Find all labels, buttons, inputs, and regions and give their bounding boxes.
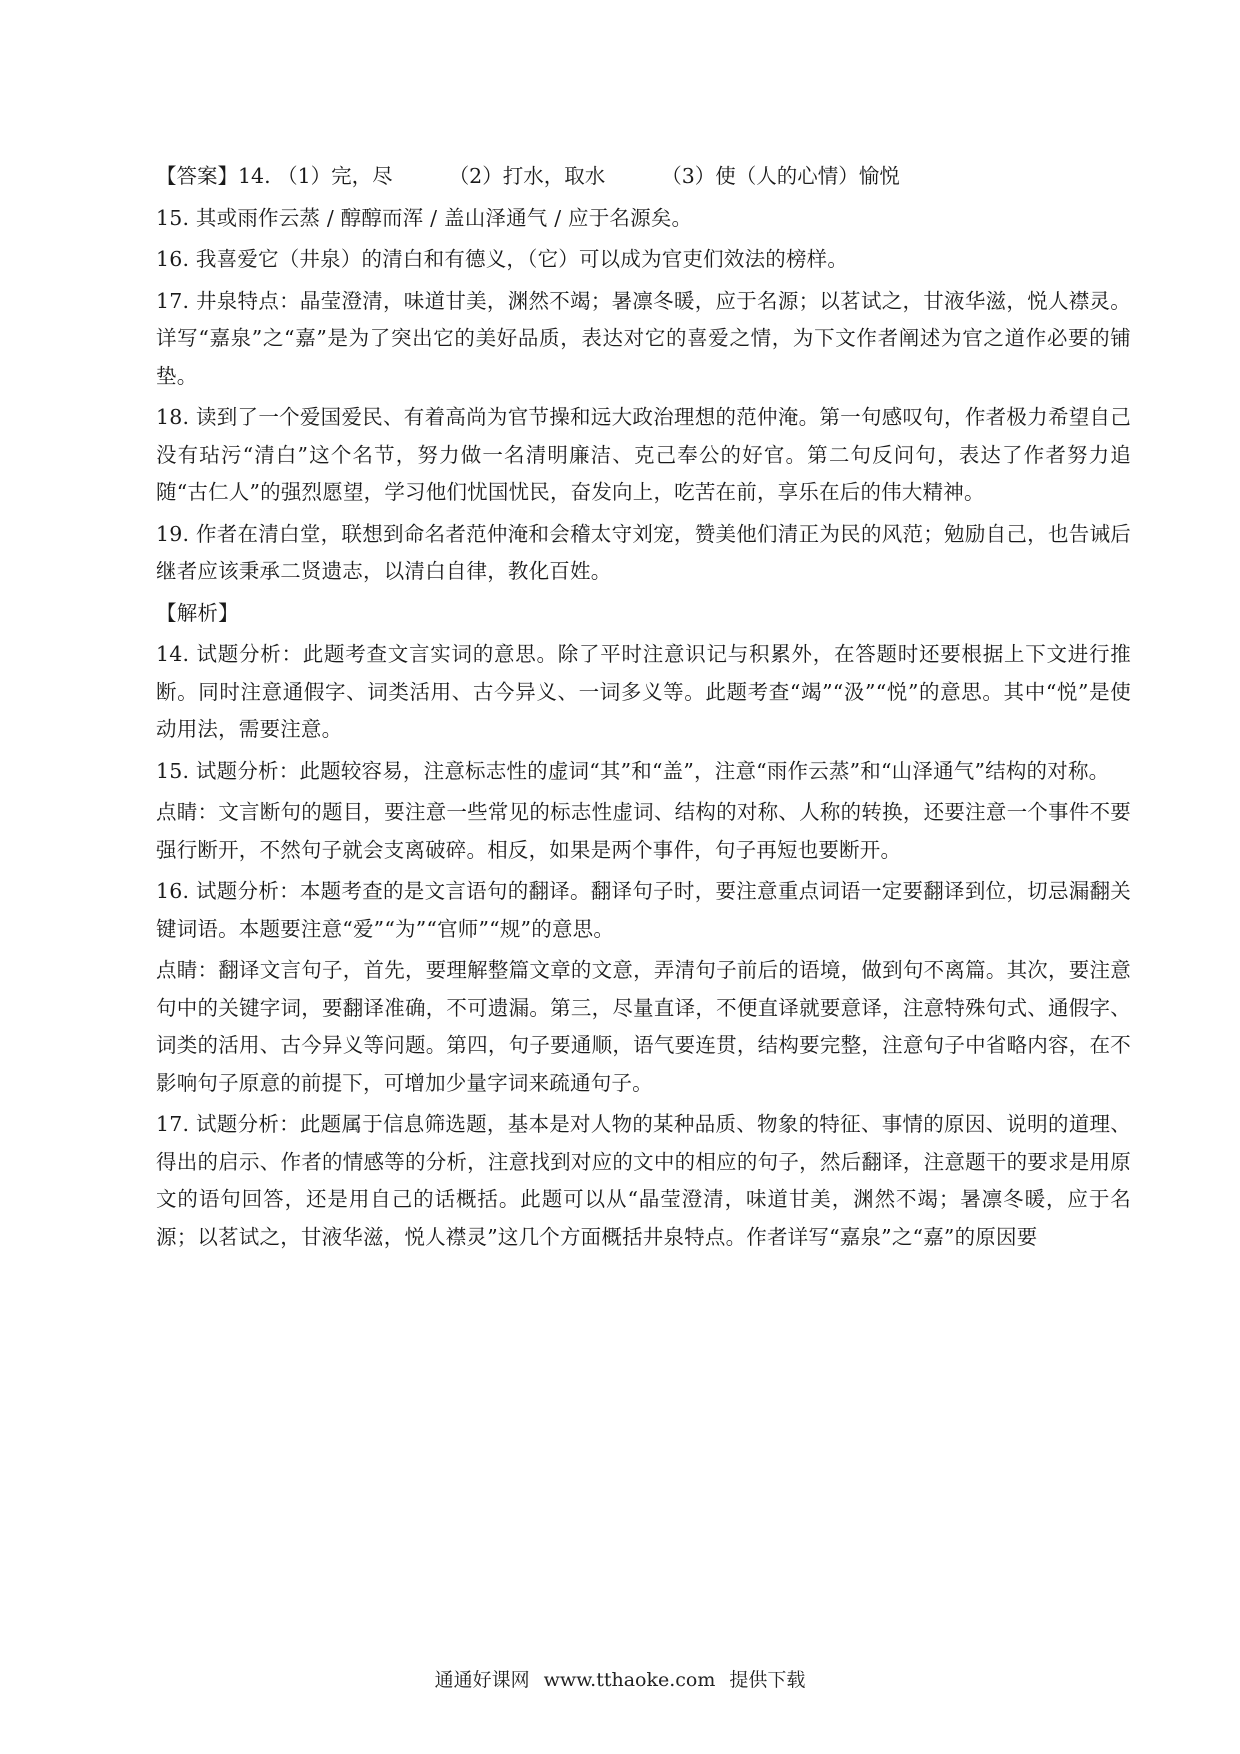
document-body bbox=[156, 158, 1131, 1260]
answer-14-part-2: （2）打水，取水 bbox=[448, 164, 606, 188]
answer-14-part-1: （1）完，尽 bbox=[277, 164, 393, 188]
page-footer bbox=[0, 1668, 1240, 1692]
answer-16: 16. 我喜爱它（井泉）的清白和有德义，（它）可以成为官吏们效法的榜样。 bbox=[156, 247, 849, 271]
analysis-15: 15. 试题分析：此题较容易，注意标志性的虚词“其”和“盖”，注意“雨作云蒸”和“山泽通气”结构的对称。 bbox=[156, 758, 1110, 783]
analysis-heading: 【解析】 bbox=[156, 600, 239, 625]
footer-site-name: 通通好课网 bbox=[434, 1669, 530, 1691]
answer-18: 18. 读到了一个爱国爱民、有着高尚为官节操和远大政治理想的范仲淹。第一句感叹句，作者极力希望自己没有玷污“清白”这个名节，努力做一名清明廉洁、克己奉公的好官。第二句反问句，表达了作者努力追随“古仁人”的强烈愿望，学习他们忧国忧民，奋发向上，吃苦在前，享乐在后的伟大精神。 bbox=[156, 405, 1131, 504]
answer-17: 17. 井泉特点：晶莹澄清，味道甘美，渊然不竭；暑凛冬暖，应于名源；以茗试之，甘液华滋，悦人襟灵。详写“嘉泉”之“嘉”是为了突出它的美好品质，表达对它的喜爱之情，为下文作者阐述为官之道作必要的铺垫。 bbox=[156, 288, 1131, 388]
analysis-16: 16. 试题分析：本题考查的是文言语句的翻译。翻译句子时，要注意重点词语一定要翻译到位，切忌漏翻关键词语。本题要注意“爱”“为”“官师”“规”的意思。 bbox=[156, 879, 1131, 941]
question-14-number: 14. bbox=[238, 164, 271, 188]
answer-heading: 【答案】 bbox=[156, 164, 238, 188]
answer-15: 15. 其或雨作云蒸 / 醇醇而浑 / 盖山泽通气 / 应于名源矣。 bbox=[156, 205, 693, 230]
footer-url: www.tthaoke.com bbox=[543, 1669, 716, 1691]
answer-14-line bbox=[156, 158, 1131, 196]
answer-14-part-3: （3）使（人的心情）愉悦 bbox=[661, 164, 900, 188]
analysis-14: 14. 试题分析：此题考查文言实词的意思。除了平时注意识记与积累外，在答题时还要根据上下文进行推断。同时注意通假字、词类活用、古今异义、一词多义等。此题考查“竭”“汲”“悦”的意思。其中“悦”是使动用法，需要注意。 bbox=[156, 642, 1131, 741]
analysis-17: 17. 试题分析：此题属于信息筛选题，基本是对人物的某种品质、物象的特征、事情的原因、说明的道理、得出的启示、作者的情感等的分析，注意找到对应的文中的相应的句子，然后翻译，注意题干的要求是用原文的语句回答，还是用自己的话概括。此题可以从“晶莹澄清，味道甘美，渊然不竭；暑凛冬暖，应于名源；以茗试之，甘液华滋，悦人襟灵”这几个方面概括井泉特点。作者详写“嘉泉”之“嘉”的原因要 bbox=[156, 1112, 1131, 1249]
note-16: 点睛：翻译文言句子，首先，要理解整篇文章的文意，弄清句子前后的语境，做到句不离篇。其次，要注意句中的关键字词，要翻译准确，不可遗漏。第三，尽量直译，不便直译就要意译，注意特殊句式、通假字、词类的活用、古今异义等问题。第四，句子要通顺，语气要连贯，结构要完整，注意句子中省略内容，在不影响句子原意的前提下，可增加少量字词来疏通句子。 bbox=[156, 958, 1131, 1095]
answer-19: 19. 作者在清白堂，联想到命名者范仲淹和会稽太守刘宠，赞美他们清正为民的风范；勉励自己，也告诫后继者应该秉承二贤遗志，以清白自律，教化百姓。 bbox=[156, 521, 1131, 583]
note-15: 点睛：文言断句的题目，要注意一些常见的标志性虚词、结构的对称、人称的转换，还要注意一个事件不要强行断开，不然句子就会支离破碎。相反，如果是两个事件，句子再短也要断开。 bbox=[156, 800, 1131, 862]
footer-suffix: 提供下载 bbox=[729, 1669, 806, 1691]
